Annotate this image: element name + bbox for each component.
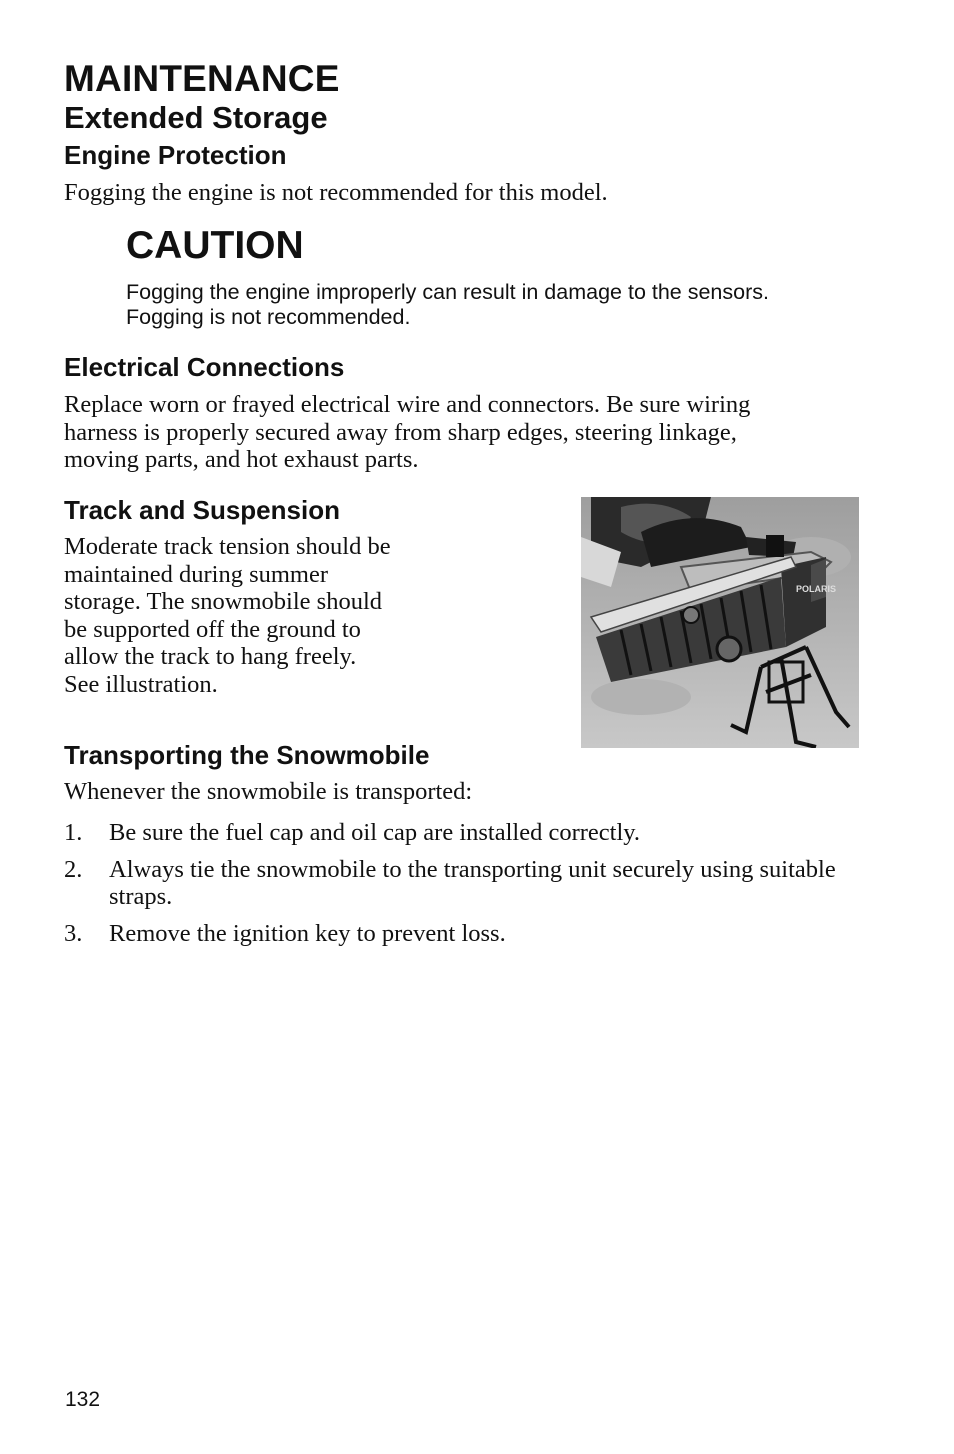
page-number: 132 bbox=[65, 1388, 101, 1411]
electrical-line: moving parts, and hot exhaust parts. bbox=[64, 446, 419, 473]
track-line: maintained during summer bbox=[64, 560, 328, 588]
list-item-text: Remove the ignition key to prevent loss. bbox=[109, 919, 506, 947]
list-item-text: Always tie the snowmobile to the transporting unit securely using suitable straps. bbox=[109, 855, 836, 910]
snowmobile-stand-photo bbox=[581, 497, 859, 748]
electrical-line: Replace worn or frayed electrical wire and connectors. Be sure wiring bbox=[64, 391, 751, 418]
track-line: Moderate track tension should be bbox=[64, 533, 391, 560]
track-heading: Track and Suspension bbox=[64, 495, 340, 525]
track-line: allow the track to hang freely. bbox=[64, 643, 357, 670]
list-item bbox=[64, 856, 864, 911]
electrical-text bbox=[64, 391, 884, 474]
polaris-label: POLARIS bbox=[796, 584, 837, 594]
caution-text: Fogging the engine improperly can result in damage to the sensors. Fogging is not recommended. bbox=[126, 280, 769, 329]
section-title: Extended Storage bbox=[64, 100, 328, 135]
transport-intro: Whenever the snowmobile is transported: bbox=[64, 778, 473, 805]
track-text bbox=[64, 533, 464, 698]
transport-steps-list bbox=[64, 819, 864, 956]
transport-heading: Transporting the Snowmobile bbox=[64, 740, 430, 770]
list-item bbox=[64, 819, 864, 847]
track-line: storage. The snowmobile should bbox=[64, 588, 383, 615]
list-item-text: Be sure the fuel cap and oil cap are installed correctly. bbox=[109, 819, 641, 846]
engine-protection-heading: Engine Protection bbox=[64, 140, 287, 170]
list-item-number: 1. bbox=[64, 819, 83, 846]
caution-title: CAUTION bbox=[126, 224, 304, 267]
engine-protection-text: Fogging the engine is not recommended for this model. bbox=[64, 179, 608, 206]
electrical-line: harness is properly secured away from sharp edges, steering linkage, bbox=[64, 418, 737, 446]
track-line: See illustration. bbox=[64, 670, 218, 698]
track-line: be supported off the ground to bbox=[64, 615, 361, 643]
list-item-number: 3. bbox=[64, 919, 83, 947]
electrical-heading: Electrical Connections bbox=[64, 352, 345, 382]
list-item bbox=[64, 920, 864, 948]
list-item-number: 2. bbox=[64, 855, 83, 883]
page-title: MAINTENANCE bbox=[64, 58, 340, 99]
